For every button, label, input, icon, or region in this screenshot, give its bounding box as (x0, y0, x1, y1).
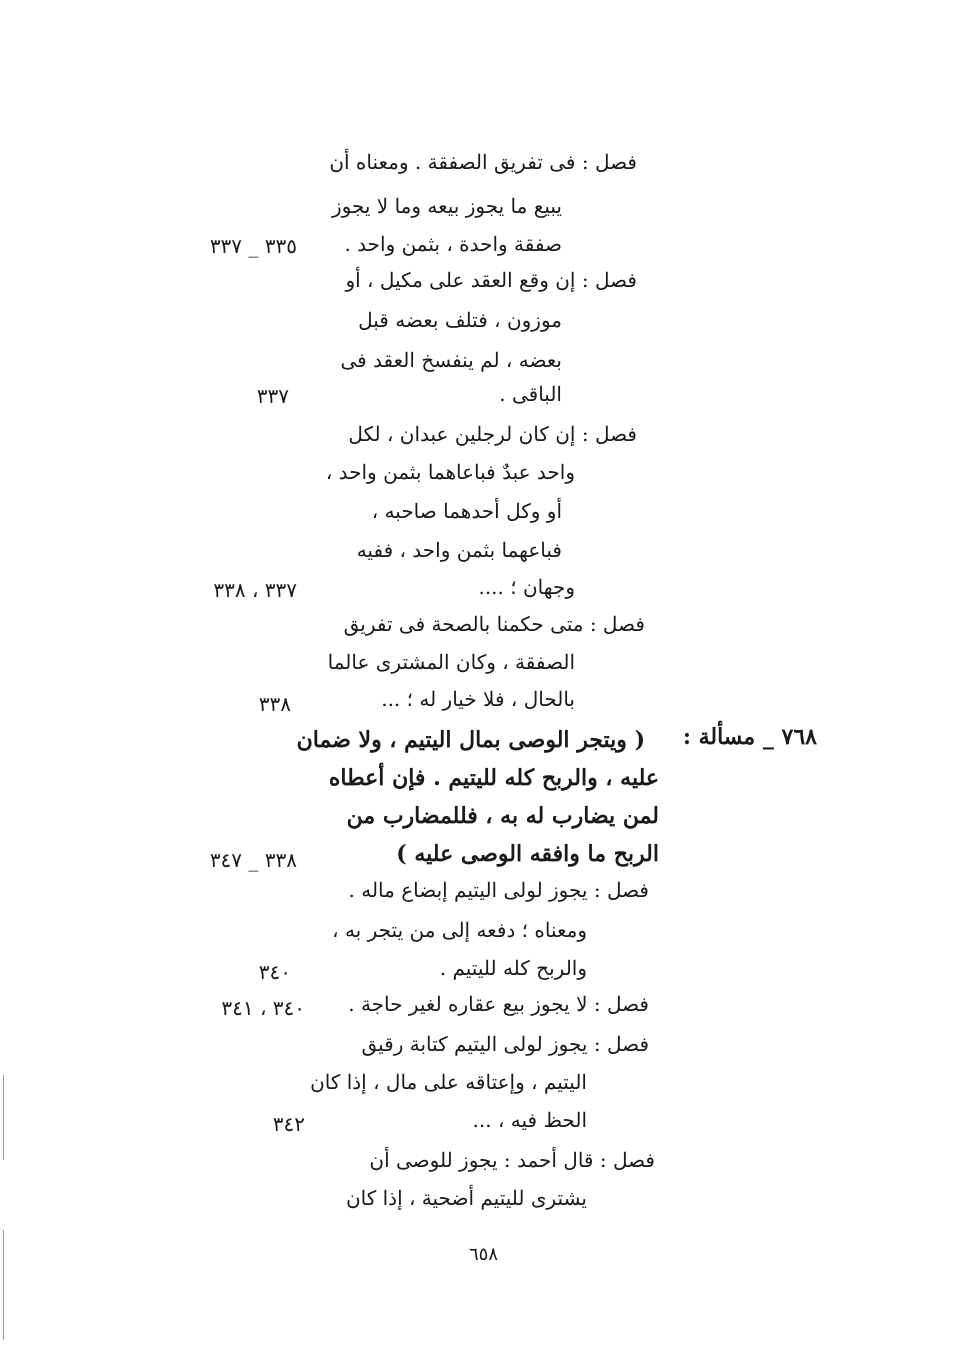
entry-9-line-2: يشترى لليتيم أضحية ، إذا كان (345, 1186, 587, 1210)
page-number: ٦٥٨ (468, 1244, 498, 1265)
entry-1-pages: ٣٣٥ _ ٣٣٧ (209, 234, 297, 258)
entry-4-pages: ٣٣٨ (258, 692, 291, 716)
entry-3-line-2: واحد عبدٌ فباعاهما بثمن واحد ، (325, 460, 575, 484)
entry-8-pages: ٣٤٢ (272, 1112, 305, 1136)
entry-7-pages: ٣٤٠ ، ٣٤١ (221, 996, 305, 1020)
masala-768-line-2: عليه ، والربح كله لليتيم . فإن أعطاه (328, 765, 659, 791)
entry-9-line-1: فصل : قال أحمد : يجوز للوصى أن (369, 1148, 655, 1172)
entry-3-line-4: فباعهما بثمن واحد ، ففيه (356, 538, 562, 562)
entry-1-line-1: فصل : فى تفريق الصفقة . ومعناه أن (329, 150, 637, 174)
masala-768-line-3: لمن يضارب له به ، فللمضارب من (346, 803, 659, 829)
entry-3-line-5: وجهان ؛ .... (478, 575, 575, 599)
entry-4-line-3: بالحال ، فلا خيار له ؛ ... (381, 687, 575, 711)
entry-3-pages: ٣٣٧ ، ٣٣٨ (213, 578, 297, 602)
entry-8-line-3: الحظ فيه ، ... (472, 1108, 587, 1132)
masala-768-line-4: الربح ما وافقه الوصى عليه ) (396, 841, 659, 867)
masala-768-pages: ٣٣٨ _ ٣٤٧ (209, 848, 297, 872)
masala-768-line-1: ( ويتجر الوصى بمال اليتيم ، ولا ضمان (296, 727, 645, 753)
entry-8-line-2: اليتيم ، وإعتاقه على مال ، إذا كان (310, 1070, 587, 1094)
entry-8-line-1: فصل : يجوز لولى اليتيم كتابة رقيق (361, 1032, 649, 1056)
entry-4-line-1: فصل : متى حكمنا بالصحة فى تفريق (343, 612, 645, 636)
entry-1-line-3: صفقة واحدة ، بثمن واحد . (344, 232, 562, 256)
masala-768-heading: ٧٦٨ _ مسألة : (682, 724, 817, 750)
entry-2-line-3: بعضه ، لم ينفسخ العقد فى (340, 348, 562, 372)
entry-2-line-4: الباقى . (499, 382, 562, 406)
entry-3-line-3: أو وكل أحدهما صاحبه ، (371, 499, 562, 523)
entry-6-line-1: فصل : يجوز لولى اليتيم إبضاع ماله . (348, 878, 649, 902)
entry-3-line-1: فصل : إن كان لرجلين عبدان ، لكل (348, 422, 637, 446)
entry-4-line-2: الصفقة ، وكان المشترى عالما (327, 650, 575, 674)
entry-6-line-3: والربح كله لليتيم . (439, 956, 587, 980)
entry-6-line-2: ومعناه ؛ دفعه إلى من يتجر به ، (332, 918, 587, 942)
entry-2-line-2: موزون ، فتلف بعضه قبل (358, 308, 562, 332)
scan-edge-line (3, 1075, 4, 1160)
entry-2-pages: ٣٣٧ (256, 384, 289, 408)
entry-2-line-1: فصل : إن وقع العقد على مكيل ، أو (345, 268, 637, 292)
entry-1-line-2: يبيع ما يجوز بيعه وما لا يجوز (331, 194, 562, 218)
entry-6-pages: ٣٤٠ (258, 960, 291, 984)
entry-7-line-1: فصل : لا يجوز بيع عقاره لغير حاجة . (348, 992, 649, 1016)
